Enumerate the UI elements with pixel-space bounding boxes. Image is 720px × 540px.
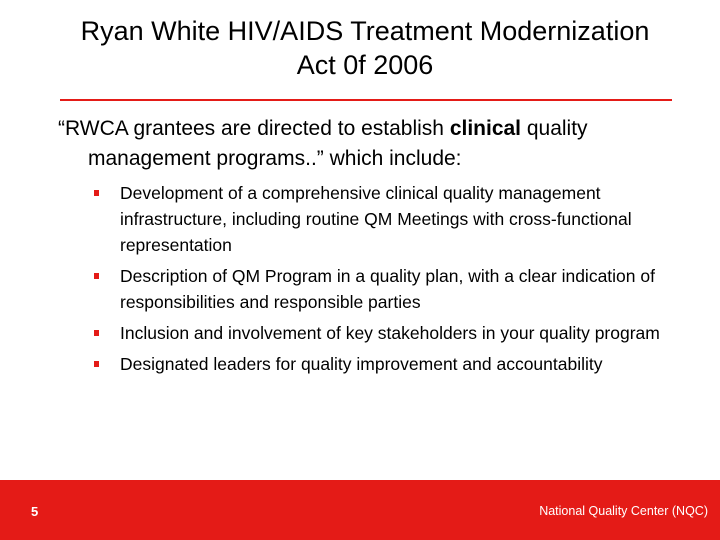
bullet-text: Description of QM Program in a quality plan, with a clear indication of responsibilities and responsible parties — [120, 266, 655, 312]
page-number: 5 — [31, 504, 39, 519]
bullet-item — [94, 351, 704, 377]
bullet-square-icon — [94, 190, 99, 196]
bullet-list — [94, 180, 704, 382]
bullet-text: Designated leaders for quality improvement and accountability — [120, 354, 603, 374]
bullet-square-icon — [94, 273, 99, 279]
lead-paragraph — [58, 114, 698, 174]
lead-text-line2: management programs..” which include: — [88, 147, 462, 170]
bullet-text: Development of a comprehensive clinical quality management infrastructure, including routine QM Meetings with cross-functional representation — [120, 183, 632, 255]
title-line-1: Ryan White HIV/AIDS Treatment Modernization — [80, 16, 650, 46]
bullet-item — [94, 263, 704, 315]
footer-bar — [0, 480, 720, 540]
slide-title — [40, 14, 690, 82]
lead-emphasis: clinical — [449, 117, 522, 140]
bullet-item — [94, 180, 704, 258]
title-line-2: Act 0f 2006 — [296, 50, 434, 80]
footer-organization: National Quality Center (NQC) — [539, 504, 708, 518]
title-divider — [60, 99, 672, 101]
lead-text-start: “RWCA grantees are directed to establish — [58, 117, 450, 140]
bullet-square-icon — [94, 330, 99, 336]
bullet-item — [94, 320, 704, 346]
lead-text-end: quality — [521, 117, 588, 140]
bullet-square-icon — [94, 361, 99, 367]
bullet-text: Inclusion and involvement of key stakeholders in your quality program — [120, 323, 660, 343]
